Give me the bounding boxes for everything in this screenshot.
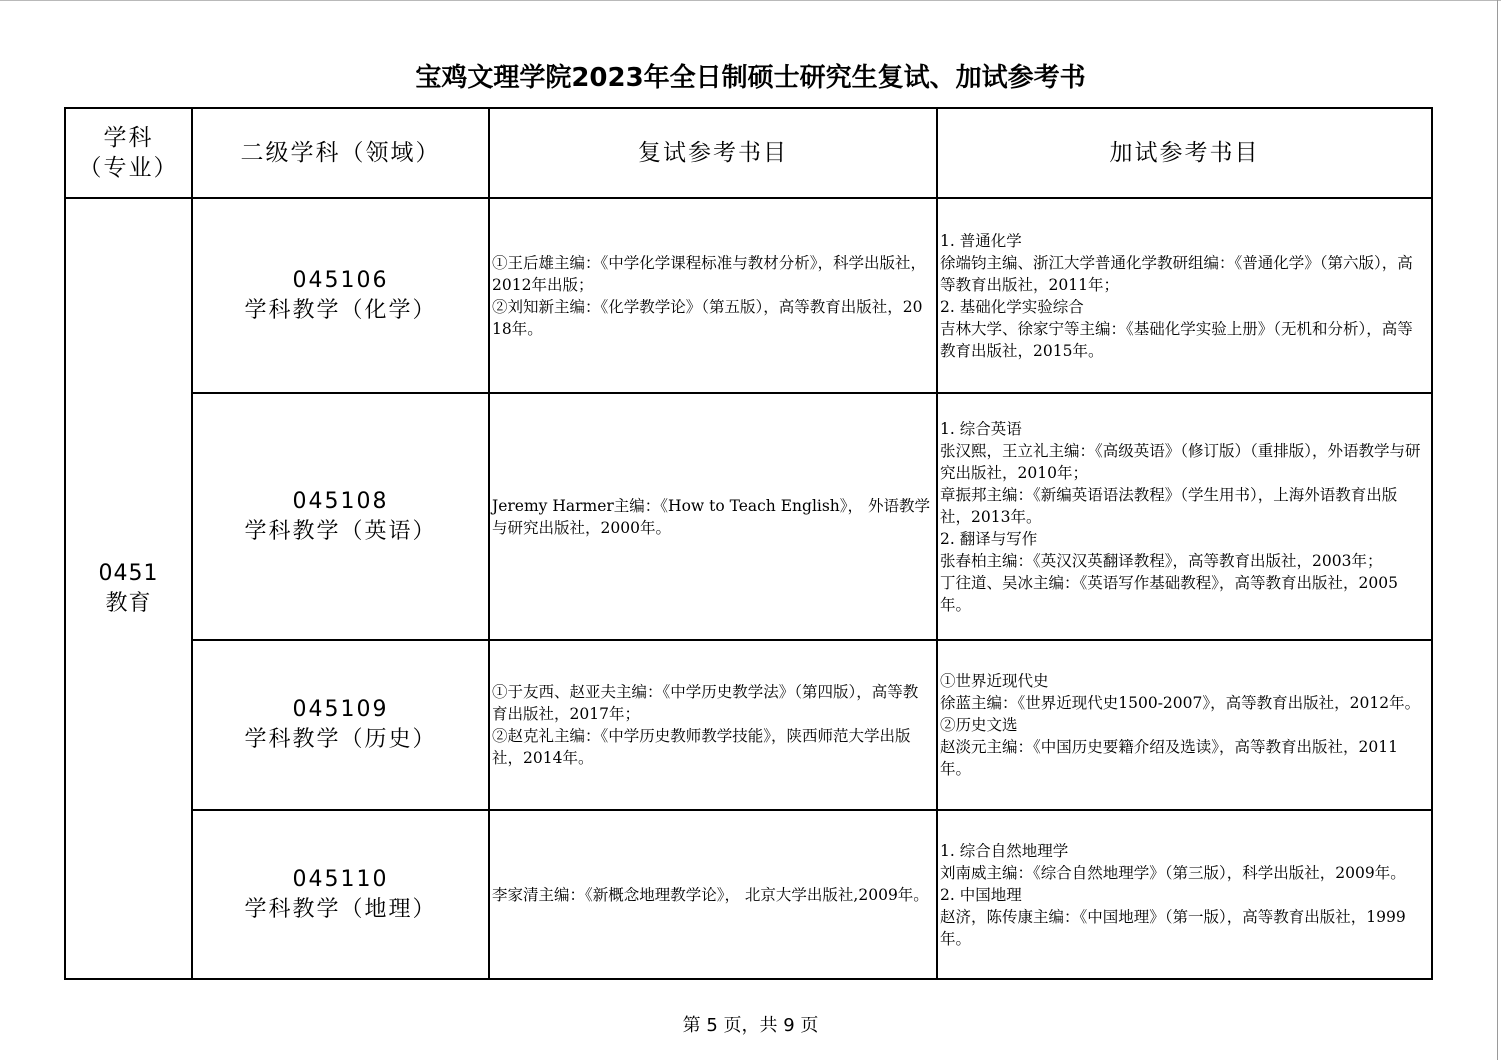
second-level-name: 学科教学（历史） (244, 727, 437, 752)
header-retest-books: 复试参考书目 (489, 108, 937, 198)
second-level-code: 045108 (292, 488, 389, 514)
second-level-code: 045106 (292, 267, 389, 293)
second-level-name: 学科教学（英语） (244, 518, 437, 544)
second-level-name: 学科教学（地理） (244, 896, 437, 922)
extra-books-cell: 1. 综合英语 张汉熙，王立礼主编：《高级英语》（修订版）（重排版），外语教学与研究出版社，2010年； 章振邦主编：《新编英语语法教程》（学生用书），上海外语教育出版社，2013年。 2. 翻译与写作 张春柏主编：《英汉汉英翻译教程》，高等教育出版社，2003年； 丁往道、吴冰主编：《英语写作基础教程》，高等教育出版社，2005年。 (937, 393, 1432, 640)
second-level-cell (192, 393, 489, 640)
extra-books-cell: ①世界近现代史 徐蓝主编：《世界近现代史1500-2007》，高等教育出版社，2012年。 ②历史文选 赵淡元主编：《中国历史要籍介绍及选读》，高等教育出版社，2011年。 (937, 640, 1432, 810)
header-subject: 学科 （专业） (65, 108, 192, 198)
header-second-level: 二级学科（领域） (192, 108, 489, 198)
second-level-name: 学科教学（化学） (244, 297, 437, 323)
page-right-border (1497, 0, 1498, 1060)
second-level-cell (192, 198, 489, 393)
retest-books-cell: ①于友西、赵亚夫主编：《中学历史教学法》（第四版），高等教育出版社，2017年； ②赵克礼主编：《中学历史教师教学技能》，陕西师范大学出版社，2014年。 (489, 640, 937, 810)
second-level-code: 045110 (292, 866, 389, 892)
table-row (65, 198, 1432, 393)
retest-books-cell: 李家清主编：《新概念地理教学论》， 北京大学出版社,2009年。 (489, 810, 937, 979)
retest-books-cell: ①王后雄主编：《中学化学课程标准与教材分析》，科学出版社，2012年出版； ②刘知新主编：《化学教学论》（第五版），高等教育出版社，2018年。 (489, 198, 937, 393)
second-level-code: 045109 (292, 697, 389, 722)
extra-books-cell: 1. 普通化学 徐端钧主编、浙江大学普通化学教研组编：《普通化学》（第六版），高等教育出版社，2011年； 2. 基础化学实验综合 吉林大学、徐家宁等主编：《基础化学实验上册》（无机和分析），高等教育出版社，2015年。 (937, 198, 1432, 393)
subject-cell: 0451 教育 (65, 198, 192, 979)
second-level-cell (192, 640, 489, 810)
page-title: 宝鸡文理学院2023年全日制硕士研究生复试、加试参考书 (415, 63, 1086, 93)
page-footer: 第 5 页，共 9 页 (682, 1015, 819, 1036)
table-row (65, 810, 1432, 979)
header-extra-books: 加试参考书目 (937, 108, 1432, 198)
table-row (65, 640, 1432, 810)
table-header-row (65, 108, 1432, 198)
reference-book-table (64, 107, 1433, 980)
page-top-border (0, 0, 1501, 1)
second-level-cell (192, 810, 489, 979)
retest-books-cell: Jeremy Harmer主编：《How to Teach English》， 外语教学与研究出版社，2000年。 (489, 393, 937, 640)
table-row (65, 393, 1432, 640)
extra-books-cell: 1. 综合自然地理学 刘南威主编：《综合自然地理学》（第三版），科学出版社，2009年。 2. 中国地理 赵济，陈传康主编：《中国地理》（第一版），高等教育出版社，1999年。 (937, 810, 1432, 979)
